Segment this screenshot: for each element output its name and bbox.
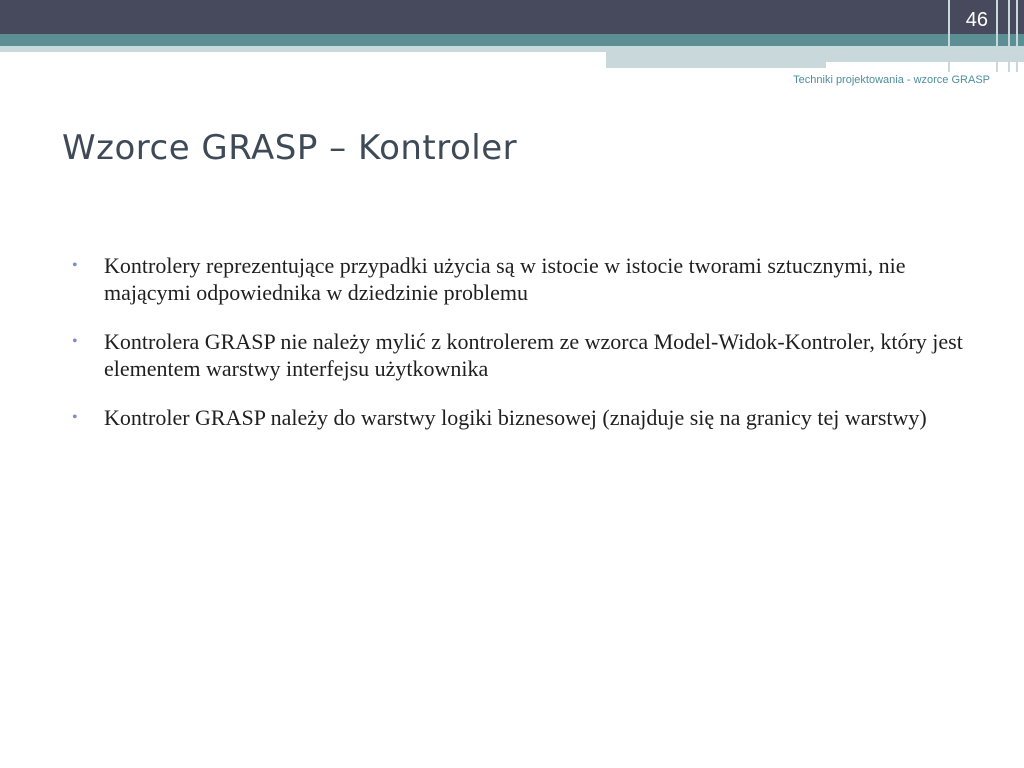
bullet-text: Kontrolery reprezentujące przypadki użycia są w istocie w istocie tworami sztucznymi, nie mającymi odpowiednika w dziedzinie problemu <box>104 253 906 305</box>
bullet-item <box>72 404 972 431</box>
bullet-dot-icon: • <box>72 409 78 426</box>
header-vertical-line <box>996 0 998 72</box>
bullet-dot-icon: • <box>72 333 78 350</box>
bullet-text: Kontrolera GRASP nie należy mylić z kontrolerem ze wzorca Model-Widok-Kontroler, który jest elementem warstwy interfejsu użytkownika <box>104 329 963 381</box>
bullet-dot-icon: • <box>72 257 78 274</box>
bullet-item <box>72 328 972 382</box>
header-vertical-line <box>1016 0 1018 72</box>
header-vertical-line <box>1008 0 1010 72</box>
slide-title: Wzorce GRASP – Kontroler <box>62 128 518 168</box>
footer-title: Techniki projektowania - wzorce GRASP <box>793 74 990 86</box>
header-bar <box>0 0 1024 34</box>
bullet-text: Kontroler GRASP należy do warstwy logiki biznesowej (znajduje się na granicy tej warstwy) <box>104 405 927 430</box>
header-vertical-line <box>948 0 950 72</box>
header-teal-band <box>0 34 1024 46</box>
bullet-item <box>72 252 972 306</box>
bullet-list <box>72 252 972 453</box>
slide-number: 46 <box>965 9 988 31</box>
header-step-band <box>606 52 1024 62</box>
header-step-band-small <box>606 62 826 68</box>
